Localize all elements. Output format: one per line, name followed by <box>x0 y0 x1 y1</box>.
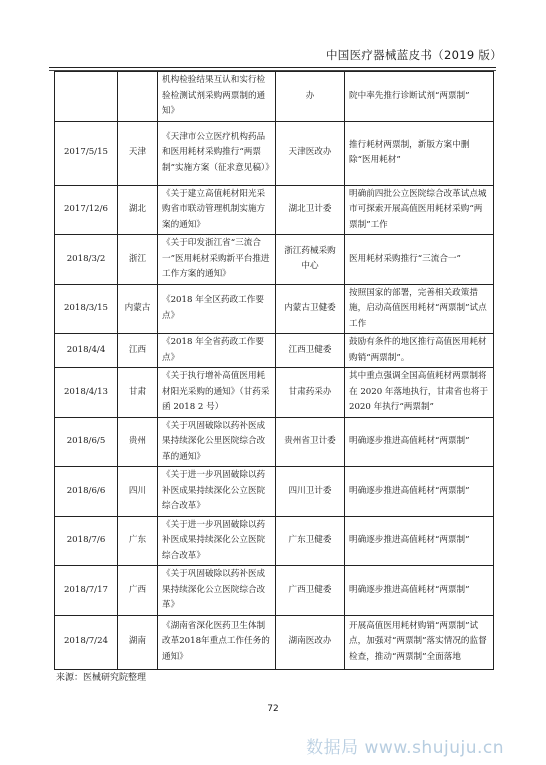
cell-agency: 天津医改办 <box>276 121 345 185</box>
cell-date: 2017/12/6 <box>55 185 118 235</box>
cell-document: 《2018 年全省药政工作要点》 <box>158 334 276 368</box>
cell-date: 2018/6/5 <box>55 417 118 467</box>
cell-date: 2018/6/6 <box>55 467 118 517</box>
source-note: 来源：医械研究院整理 <box>56 673 147 683</box>
cell-content: 医用耗材采购推行“三流合一” <box>345 235 494 285</box>
cell-date: 2017/5/15 <box>55 121 118 185</box>
table-row <box>55 467 494 517</box>
table-row <box>55 615 494 669</box>
cell-document: 《关于巩固破除以药补医成果持续深化公立医院综合改革》 <box>158 566 276 616</box>
cell-content: 开展高值医用耗材购销“两票制”试点，加强对“两票制”落实情况的监督检查，推动“两票制”全面落地 <box>345 615 494 669</box>
cell-document: 《天津市公立医疗机构药品和医用耗材采购推行“两票制”实施方案（征求意见稿）》 <box>158 121 276 185</box>
cell-region: 四川 <box>118 467 158 517</box>
cell-region: 内蒙古 <box>118 284 158 334</box>
book-title: 中国医疗器械蓝皮书（2019 版） <box>325 48 502 62</box>
table-row <box>55 284 494 334</box>
cell-region: 贵州 <box>118 417 158 467</box>
cell-region: 湖北 <box>118 185 158 235</box>
cell-content: 推行耗材两票制，新版方案中删除“医用耗材” <box>345 121 494 185</box>
cell-document: 《关于进一步巩固破除以药补医成果持续深化公立医院综合改革》 <box>158 516 276 566</box>
table-row <box>55 72 494 122</box>
cell-agency: 广西卫健委 <box>276 566 345 616</box>
cell-agency: 浙江药械采购中心 <box>276 235 345 285</box>
table-row <box>55 368 494 418</box>
header-rule <box>49 67 496 68</box>
cell-date: 2018/7/17 <box>55 566 118 616</box>
cell-region: 广东 <box>118 516 158 566</box>
table-row <box>55 566 494 616</box>
cell-agency: 甘肃药采办 <box>276 368 345 418</box>
cell-content: 明确逐步推进高值耗材“两票制” <box>345 566 494 616</box>
cell-date: 2018/7/6 <box>55 516 118 566</box>
cell-content: 明确逐步推进高值耗材“两票制” <box>345 417 494 467</box>
cell-document: 机构检验结果互认和实行检验检测试剂采购两票制的通知》 <box>158 72 276 122</box>
cell-agency: 内蒙古卫健委 <box>276 284 345 334</box>
cell-agency: 办 <box>276 72 345 122</box>
cell-document: 《关于建立高值耗材阳光采购省市联动管理机制实施方案的通知》 <box>158 185 276 235</box>
cell-date: 2018/3/15 <box>55 284 118 334</box>
cell-date: 2018/3/2 <box>55 235 118 285</box>
cell-date: 2018/4/13 <box>55 368 118 418</box>
table-row <box>55 334 494 368</box>
cell-region <box>118 72 158 122</box>
cell-agency: 湖南医改办 <box>276 615 345 669</box>
cell-agency: 湖北卫计委 <box>276 185 345 235</box>
table-row <box>55 121 494 185</box>
cell-agency: 四川卫计委 <box>276 467 345 517</box>
cell-document: 《关于执行增补高值医用耗材阳光采购的通知》（甘药采函 2018 2 号） <box>158 368 276 418</box>
cell-region: 广西 <box>118 566 158 616</box>
table-row <box>55 516 494 566</box>
table-row <box>55 417 494 467</box>
policy-table-body <box>55 72 494 670</box>
cell-agency: 江西卫健委 <box>276 334 345 368</box>
table-row <box>55 185 494 235</box>
cell-agency: 贵州省卫计委 <box>276 417 345 467</box>
watermark: 数据局 www.shujuju.cn <box>306 738 504 758</box>
cell-document: 《湖南省深化医药卫生体制改革2018年重点工作任务的通知》 <box>158 615 276 669</box>
cell-document: 《关于巩固破除以药补医成果持续深化公里医院综合改革的通知》 <box>158 417 276 467</box>
cell-content: 明确前四批公立医院综合改革试点城市可探索开展高值医用耗材采购“两票制”工作 <box>345 185 494 235</box>
cell-document: 《关于进一步巩固破除以药补医成果持续深化公立医院综合改革》 <box>158 467 276 517</box>
cell-region: 天津 <box>118 121 158 185</box>
cell-content: 院中率先推行诊断试剂“两票制” <box>345 72 494 122</box>
cell-region: 甘肃 <box>118 368 158 418</box>
cell-content: 按照国家的部署，完善相关政策措施，启动高值医用耗材“两票制”试点工作 <box>345 284 494 334</box>
cell-content: 其中重点强调全国高值耗材两票制将在 2020 年落地执行，甘肃省也将于 2020 年执行“两票制” <box>345 368 494 418</box>
cell-document: 《2018 年全区药政工作要点》 <box>158 284 276 334</box>
cell-region: 浙江 <box>118 235 158 285</box>
cell-date: 2018/4/4 <box>55 334 118 368</box>
cell-document: 《关于印发浙江省“三流合一”医用耗材采购新平台推进工作方案的通知》 <box>158 235 276 285</box>
cell-date: 2018/7/24 <box>55 615 118 669</box>
policy-table <box>54 71 494 670</box>
page-number: 72 <box>267 704 279 714</box>
cell-content: 鼓励有条件的地区推行高值医用耗材购销“两票制”。 <box>345 334 494 368</box>
cell-content: 明确逐步推进高值耗材“两票制” <box>345 467 494 517</box>
cell-content: 明确逐步推进高值耗材“两票制” <box>345 516 494 566</box>
cell-date <box>55 72 118 122</box>
cell-agency: 广东卫健委 <box>276 516 345 566</box>
cell-region: 江西 <box>118 334 158 368</box>
cell-region: 湖南 <box>118 615 158 669</box>
table-row <box>55 235 494 285</box>
